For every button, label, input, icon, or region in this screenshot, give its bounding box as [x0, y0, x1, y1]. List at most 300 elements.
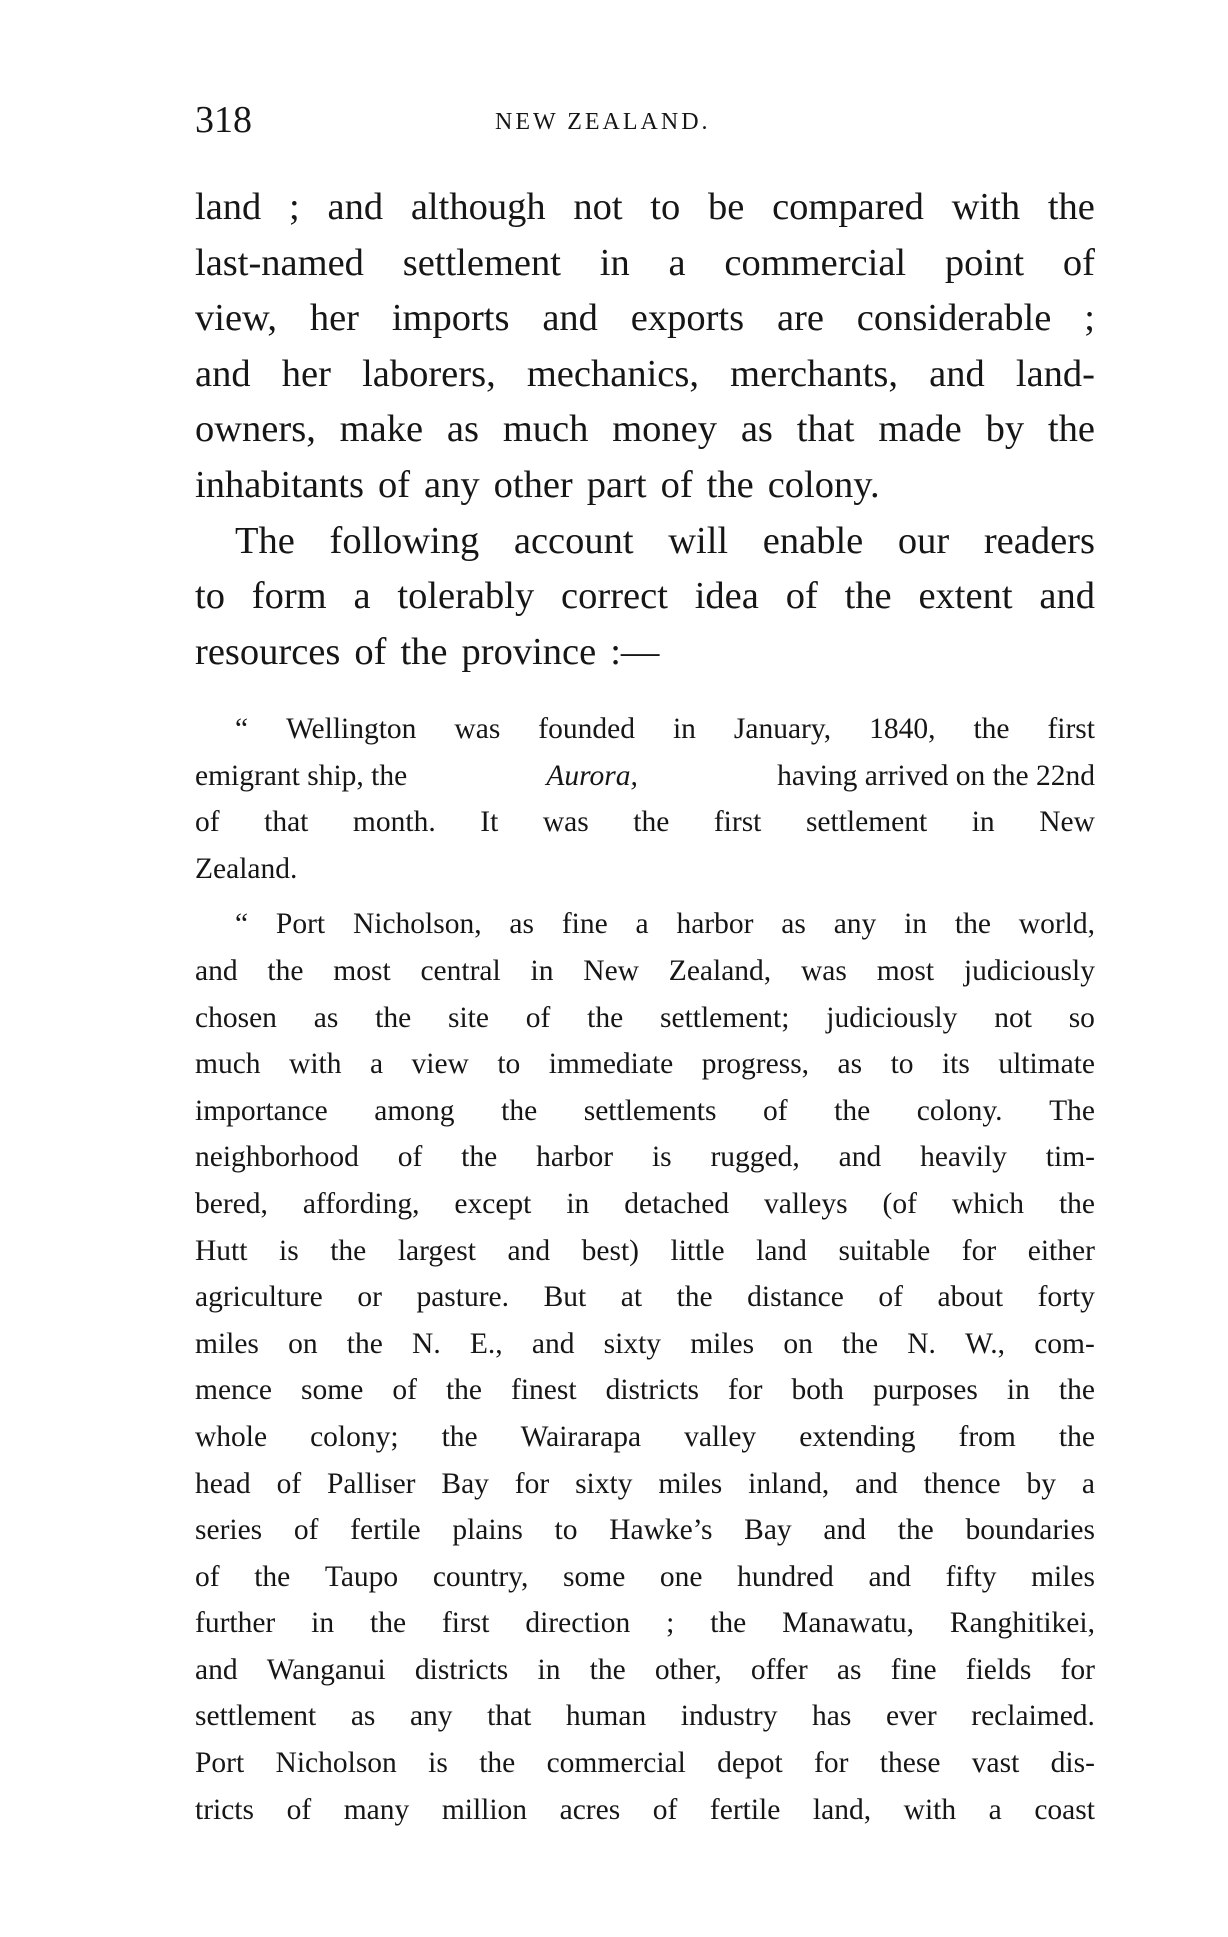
word: chosen: [195, 1001, 277, 1034]
word: in: [971, 806, 995, 839]
word: was: [454, 713, 501, 745]
word: for: [728, 1374, 763, 1407]
word: settlement: [402, 241, 561, 284]
word: the: [954, 908, 991, 941]
word: judiciously: [826, 1001, 958, 1034]
word: the: [267, 954, 304, 987]
word: sixty: [603, 1327, 662, 1360]
word: Zealand.: [195, 852, 298, 885]
quote-line: [195, 1693, 1095, 1740]
word: and: [195, 954, 238, 987]
word: judiciously: [963, 954, 1095, 987]
word: was: [800, 954, 847, 987]
word: districts: [414, 1653, 509, 1686]
word: be: [707, 186, 745, 228]
word: Ranghitikei,: [949, 1607, 1095, 1640]
word: as: [509, 908, 534, 941]
word: which: [951, 1187, 1024, 1220]
word: as: [836, 1653, 862, 1686]
word: and: [542, 297, 598, 340]
word: the: [375, 1001, 412, 1034]
word: reclaimed.: [971, 1700, 1095, 1733]
word: first: [441, 1607, 490, 1640]
word: owners,: [195, 408, 316, 451]
text-line: [195, 402, 1095, 458]
word: extending: [799, 1420, 916, 1453]
word: the: [346, 1327, 383, 1360]
word: of: [397, 1141, 423, 1174]
word: idea: [694, 575, 759, 618]
word: a: [635, 908, 649, 941]
word: for: [961, 1234, 997, 1267]
word: land-: [1015, 352, 1095, 395]
word: valley: [684, 1420, 757, 1453]
word: not: [573, 186, 623, 228]
word: dis-: [1050, 1747, 1095, 1780]
word: any: [409, 1700, 453, 1733]
word: made: [878, 408, 962, 451]
word: distance: [747, 1281, 844, 1314]
word: and: [195, 1653, 238, 1686]
word: the: [445, 1374, 482, 1407]
text-line: [195, 625, 1095, 681]
word: of: [660, 463, 693, 506]
word: the: [330, 1234, 367, 1267]
word: the: [706, 463, 754, 506]
word: New: [1039, 806, 1095, 839]
word: the: [710, 1607, 747, 1640]
quote-line: [195, 948, 1095, 995]
word: that: [487, 1700, 532, 1733]
word: except: [454, 1187, 532, 1220]
word: bered,: [195, 1187, 268, 1220]
quote-line-with-ship-name: [195, 753, 1095, 800]
word: tim-: [1045, 1141, 1095, 1174]
word: the: [589, 1653, 626, 1686]
word: by: [1026, 1467, 1056, 1500]
word: last-named: [195, 241, 364, 284]
word: land: [195, 186, 262, 228]
word: first: [713, 806, 762, 839]
paragraph-gap: [195, 892, 1095, 901]
word: most: [876, 954, 935, 987]
word: country,: [432, 1560, 529, 1593]
word: part: [586, 463, 647, 506]
word: colony.: [916, 1094, 1003, 1127]
word: valleys: [764, 1187, 848, 1220]
text-line: [195, 458, 1095, 514]
word: fertile: [350, 1514, 421, 1547]
word: in: [672, 713, 696, 745]
word: miles: [658, 1467, 723, 1500]
quote-line: [195, 1134, 1095, 1181]
word: other: [493, 463, 573, 506]
word: our: [897, 519, 950, 562]
word: most: [333, 954, 391, 987]
word: in: [904, 908, 928, 941]
word: has: [812, 1700, 852, 1733]
quote-line: [195, 1414, 1095, 1461]
word: the: [441, 1420, 478, 1453]
word: million: [441, 1793, 528, 1826]
word: founded: [538, 713, 635, 745]
word: thence: [923, 1467, 1001, 1500]
word: for: [814, 1747, 849, 1780]
word: tolerably: [397, 575, 535, 618]
word: to: [650, 186, 681, 228]
word: Port: [275, 908, 326, 941]
word: colony.: [767, 463, 880, 506]
word: land: [756, 1234, 807, 1267]
word: money: [612, 408, 717, 451]
word: and: [327, 186, 384, 228]
word: commercial: [724, 241, 907, 284]
word: correct: [561, 575, 668, 618]
word: The: [235, 519, 295, 562]
word: although: [410, 186, 546, 228]
word: any: [833, 908, 877, 941]
word: the: [633, 806, 670, 839]
word: “: [235, 908, 249, 941]
word: progress,: [701, 1048, 810, 1081]
word: of: [195, 806, 220, 839]
word: readers: [983, 519, 1095, 562]
word: tricts: [195, 1793, 254, 1826]
word: 1840,: [869, 713, 936, 745]
word: harbor: [536, 1141, 614, 1174]
word: the: [254, 1560, 291, 1593]
word: make: [339, 408, 424, 451]
word: settlement;: [660, 1001, 790, 1034]
word: Wellington: [286, 713, 417, 745]
word: and: [929, 352, 985, 395]
word: districts: [605, 1374, 700, 1407]
main-text: [195, 180, 1095, 680]
word: miles: [195, 1327, 259, 1360]
quote-line-text: emigrant ship, the: [195, 759, 408, 792]
word: miles: [690, 1327, 755, 1360]
word: site: [447, 1001, 489, 1034]
word: inhabitants: [195, 463, 364, 506]
quote-line: [195, 995, 1095, 1042]
word: point: [944, 241, 1025, 284]
word: vast: [971, 1747, 1020, 1780]
word: industry: [680, 1700, 778, 1733]
word: as: [740, 408, 773, 451]
word: its: [941, 1048, 970, 1081]
word: series: [195, 1514, 263, 1547]
word: to: [195, 575, 225, 618]
word: the: [587, 1001, 624, 1034]
word: It: [480, 806, 499, 839]
word: both: [791, 1374, 844, 1407]
word: laborers,: [362, 352, 496, 395]
word: further: [195, 1607, 276, 1640]
word: other,: [654, 1653, 722, 1686]
word: as: [837, 1048, 863, 1081]
word: and: [823, 1514, 866, 1547]
word: with: [951, 186, 1021, 228]
word: so: [1068, 1001, 1095, 1034]
word: Nicholson: [275, 1747, 397, 1780]
text-line: [195, 291, 1095, 347]
word: Nicholson,: [352, 908, 482, 941]
word: fine: [890, 1653, 937, 1686]
word: :—: [610, 630, 660, 673]
word: and: [195, 352, 251, 395]
word: (of: [882, 1187, 917, 1220]
word: as: [313, 1001, 339, 1034]
word: depot: [717, 1747, 783, 1780]
word: on: [288, 1327, 318, 1360]
word: about: [937, 1281, 1004, 1314]
word: affording,: [302, 1187, 420, 1220]
word: as: [446, 408, 479, 451]
word: these: [879, 1747, 941, 1780]
word: the: [479, 1747, 516, 1780]
word: in: [599, 241, 630, 284]
quote-line: [195, 1274, 1095, 1321]
paragraph-continued: [195, 180, 1095, 514]
quote-line: [195, 1740, 1095, 1787]
word: a: [988, 1793, 1002, 1826]
word: a: [668, 241, 686, 284]
word: Bay: [441, 1467, 489, 1500]
word: N.: [412, 1327, 441, 1360]
word: province: [461, 630, 597, 673]
running-title: NEW ZEALAND.: [495, 109, 711, 135]
word: central: [420, 954, 501, 987]
word: the: [501, 1094, 538, 1127]
word: from: [958, 1420, 1016, 1453]
word: by: [985, 408, 1025, 451]
word: ;: [1084, 297, 1095, 340]
word: any: [424, 463, 480, 506]
word: much: [502, 408, 589, 451]
word: some: [563, 1560, 626, 1593]
word: fertile: [709, 1793, 781, 1826]
word: in: [530, 954, 554, 987]
word: Hawke’s: [609, 1514, 713, 1547]
word: inland,: [748, 1467, 830, 1500]
quote-line: [195, 1367, 1095, 1414]
word: extent: [918, 575, 1013, 618]
word: agriculture: [195, 1281, 323, 1314]
word: is: [428, 1747, 448, 1780]
word: New: [583, 954, 639, 987]
word: Bay: [744, 1514, 792, 1547]
word: N.: [907, 1327, 936, 1360]
word: Wairarapa: [520, 1420, 642, 1453]
word: of: [293, 1514, 319, 1547]
word: settlement: [805, 806, 928, 839]
quote-line: [195, 1554, 1095, 1601]
word: her: [281, 352, 331, 395]
word: resources: [195, 630, 341, 673]
word: the: [1058, 1374, 1095, 1407]
word: as: [350, 1700, 376, 1733]
word: finest: [511, 1374, 577, 1407]
word: will: [668, 519, 729, 562]
quote-line: [195, 1507, 1095, 1554]
word: form: [251, 575, 327, 618]
word: the: [842, 1327, 879, 1360]
word: of: [878, 1281, 903, 1314]
quote-line: [195, 1228, 1095, 1275]
word: and: [531, 1327, 575, 1360]
word: plains: [452, 1514, 523, 1547]
word: the: [461, 1141, 498, 1174]
quote-line: [195, 1787, 1095, 1834]
word: or: [357, 1281, 382, 1314]
word: whole: [195, 1420, 268, 1453]
word: in: [566, 1187, 590, 1220]
word: head: [195, 1467, 251, 1500]
quote-line: [195, 799, 1095, 846]
word: fine: [561, 908, 608, 941]
word: colony;: [310, 1420, 399, 1453]
word: with: [903, 1793, 957, 1826]
word: of: [377, 463, 411, 506]
text-line: [195, 347, 1095, 403]
quote-line: [195, 1041, 1095, 1088]
word: the: [400, 630, 448, 673]
word: Taupo: [324, 1560, 399, 1593]
word: of: [195, 1560, 220, 1593]
word: little: [670, 1234, 725, 1267]
word: the: [973, 713, 1010, 745]
word: in: [537, 1653, 561, 1686]
word: largest: [397, 1234, 476, 1267]
word: Zealand,: [668, 954, 772, 987]
word: and: [868, 1560, 912, 1593]
word: a: [1081, 1467, 1095, 1500]
word: account: [513, 519, 634, 562]
word: ;: [289, 186, 300, 228]
quote-line: [195, 706, 1095, 753]
quote-line-text: having arrived on the 22nd: [777, 759, 1095, 792]
word: purposes: [872, 1374, 978, 1407]
word: with: [289, 1048, 342, 1081]
word: the: [1058, 1420, 1095, 1453]
word: considerable: [856, 297, 1052, 340]
word: of: [286, 1793, 312, 1826]
word: world,: [1018, 908, 1095, 941]
word: Port: [195, 1747, 245, 1780]
word: the: [1058, 1187, 1095, 1220]
word: at: [620, 1281, 643, 1314]
word: of: [1062, 241, 1095, 284]
word: a: [369, 1048, 384, 1081]
word: in: [311, 1607, 335, 1640]
quote-line: [195, 901, 1095, 948]
word: ever: [885, 1700, 937, 1733]
word: sixty: [575, 1467, 633, 1500]
word: boundaries: [965, 1514, 1095, 1547]
word: January,: [733, 713, 832, 745]
word: of: [354, 630, 387, 673]
text-line: [195, 180, 1095, 236]
word: of: [392, 1374, 417, 1407]
word: her: [309, 297, 359, 340]
word: as: [781, 908, 806, 941]
word: exports: [630, 297, 745, 340]
word: in: [1006, 1374, 1030, 1407]
word: and: [855, 1467, 898, 1500]
quote-line: [195, 846, 1095, 893]
word: on: [783, 1327, 813, 1360]
word: are: [776, 297, 824, 340]
word: heavily: [920, 1141, 1007, 1174]
word: of: [276, 1467, 302, 1500]
word: mechanics,: [526, 352, 699, 395]
word: and: [838, 1141, 882, 1174]
word: merchants,: [730, 352, 898, 395]
word: mence: [195, 1374, 272, 1407]
word: the: [1047, 408, 1095, 451]
word: suitable: [838, 1234, 931, 1267]
word: enable: [762, 519, 864, 562]
word: that: [796, 408, 855, 451]
word: the: [370, 1607, 407, 1640]
word: detached: [624, 1187, 730, 1220]
word: not: [994, 1001, 1032, 1034]
word: neighborhood: [195, 1141, 359, 1174]
word: following: [329, 519, 480, 562]
word: rugged,: [710, 1141, 800, 1174]
text-line: [195, 236, 1095, 292]
word: coast: [1034, 1793, 1095, 1826]
word: “: [235, 713, 249, 745]
word: of: [785, 575, 818, 618]
quote-line: [195, 1600, 1095, 1647]
word: a: [353, 575, 371, 618]
word: the: [676, 1281, 713, 1314]
word: best): [581, 1234, 639, 1267]
word: of: [763, 1094, 788, 1127]
word: many: [343, 1793, 410, 1826]
word: view: [411, 1048, 469, 1081]
word: some: [301, 1374, 364, 1407]
word: the: [834, 1094, 871, 1127]
word: and: [1039, 575, 1095, 618]
word: to: [497, 1048, 521, 1081]
word: was: [542, 806, 589, 839]
word: that: [264, 806, 309, 839]
word: either: [1027, 1234, 1095, 1267]
word: fifty: [945, 1560, 997, 1593]
quote-line: [195, 1181, 1095, 1228]
word: is: [279, 1234, 299, 1267]
word: is: [651, 1141, 672, 1174]
word: much: [195, 1048, 261, 1081]
text-line: [195, 569, 1095, 625]
ship-name: Aurora,: [546, 759, 638, 792]
word: E.,: [469, 1327, 503, 1360]
word: view,: [195, 297, 277, 340]
word: W.,: [965, 1327, 1006, 1360]
word: The: [1049, 1094, 1095, 1127]
quote-line: [195, 1647, 1095, 1694]
word: acres: [559, 1793, 621, 1826]
word: among: [374, 1094, 455, 1127]
word: ultimate: [998, 1048, 1095, 1081]
page-number: 318: [195, 99, 252, 141]
quote-line: [195, 1088, 1095, 1135]
word: But: [543, 1281, 587, 1314]
word: for: [1060, 1653, 1095, 1686]
word: Wanganui: [266, 1653, 386, 1686]
